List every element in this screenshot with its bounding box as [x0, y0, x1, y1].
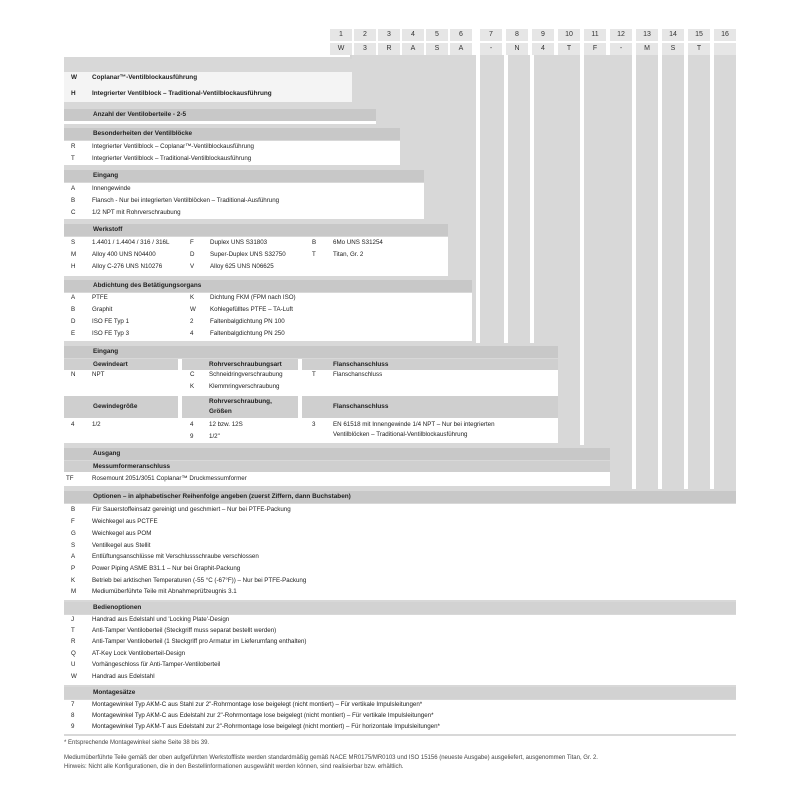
row-code: F [71, 518, 75, 525]
column-gap [710, 55, 714, 489]
row-code: M [71, 251, 77, 258]
row-code: R [71, 143, 76, 150]
ausgang-header: Ausgang [64, 448, 610, 460]
row-label: Klemmringverschraubung [209, 383, 280, 390]
row-label: Montagewinkel Typ AKM-C aus Stahl zur 2"-Rohrmontage lose beigelegt (nicht montiert) – Für vertikale Impulsleitungen* [92, 701, 423, 708]
row-code: 7 [71, 701, 75, 708]
row-code: 2 [190, 318, 194, 325]
column-gap [632, 55, 636, 489]
row-label: Rosemount 2051/3051 Coplanar™ Druckmessumformer [92, 475, 247, 482]
row-label: AT-Key Lock Ventiloberteil-Design [92, 650, 186, 657]
row-code: 3 [312, 421, 316, 428]
row-code: 4 [71, 421, 75, 428]
row-label: NPT [92, 371, 105, 378]
code-value: T [688, 43, 710, 55]
row-label: Weichkegel aus PCTFE [92, 518, 158, 525]
connector [424, 55, 448, 222]
eingang2-header: Eingang [64, 346, 558, 358]
code-position: 1 [330, 29, 352, 41]
connector [610, 55, 736, 490]
row-code: 4 [190, 330, 194, 337]
row-label: Ventilblöcken – Traditional-Ventilblockausführung [333, 431, 468, 438]
header-line: Größen [209, 408, 232, 415]
footnote: * Entsprechende Montagewinkel siehe Seite 38 bis 39. [64, 740, 210, 746]
row-code: N [71, 371, 76, 378]
row-code: D [71, 318, 76, 325]
row-code: B [71, 506, 76, 513]
code-value: T [558, 43, 580, 55]
row-code: 9 [190, 433, 194, 440]
row-label: Flansch - Nur bei integrierten Ventilblöcken – Traditional-Ausführung [92, 197, 280, 204]
row-label: Alloy 625 UNS N06625 [210, 263, 274, 270]
row-label: Mediumüberführte Teile mit Abnahmeprüfzeugnis 3.1 [92, 588, 237, 595]
besonderheiten-header: Besonderheiten der Ventilblöcke [64, 128, 400, 140]
column-gap [476, 55, 480, 343]
row-code: J [71, 616, 75, 623]
row-label: Betrieb bei arktischen Temperaturen (-55 °C (-67°F)) – Nur bei PTFE-Packung [92, 577, 307, 584]
connector [400, 55, 424, 169]
montagesaetze-header: Montagesätze [64, 687, 736, 699]
row-label: Ventilkegel aus Stellit [92, 542, 151, 549]
code-position: 3 [378, 29, 400, 41]
flanschanschluss-header-2: Flanschanschluss [302, 396, 558, 418]
row-code: B [71, 197, 76, 204]
row-code: C [190, 371, 195, 378]
row-label: Graphit [92, 306, 113, 313]
row-label: 6Mo UNS S31254 [333, 239, 383, 246]
optionen-header: Optionen – in alphabetischer Reihenfolge angeben (zuerst Ziffern, dann Buchstaben) [64, 491, 736, 503]
gewindegroesse-header: Gewindegröße [64, 396, 178, 418]
column-gap [530, 55, 534, 343]
row-code: S [71, 239, 76, 246]
code-position: 4 [402, 29, 424, 41]
row-label: 12 bzw. 12S [209, 421, 243, 428]
code-position: 10 [558, 29, 580, 41]
row-label: 1/2 [92, 421, 101, 428]
row-code: TF [66, 475, 74, 482]
row-label: ISO FE Typ 1 [92, 318, 130, 325]
connector [448, 55, 472, 277]
code-position: 7 [480, 29, 502, 41]
row-label: Faltenbalgdichtung PN 250 [210, 330, 285, 337]
code-value: - [480, 43, 502, 55]
footnote: Hinweis: Nicht alle Konfigurationen, die in den Bestellinformationen ausgewählt werden können, sind realisierbar bzw. erhältlich. [64, 764, 404, 770]
row-label: EN 61518 mit Innengewinde 1/4 NPT – Nur bei integrierten [333, 421, 495, 428]
row-code: S [71, 542, 76, 549]
row-label: Super-Duplex UNS S32750 [210, 251, 286, 258]
rohrverschraubungsart-header: Rohrverschraubungsart [182, 359, 298, 370]
row-code: H [71, 263, 76, 270]
row-label: Kohlegefülltes PTFE – TA-Luft [210, 306, 293, 313]
row-code: A [71, 553, 76, 560]
option-label: Integrierter Ventilblock – Traditional-Ventilblockausführung [92, 90, 272, 97]
row-code: E [71, 330, 76, 337]
row-label: PTFE [92, 294, 108, 301]
row-code: W [71, 673, 77, 680]
option-code: W [71, 74, 78, 81]
gewindeart-header: Gewindeart [64, 359, 178, 370]
row-label: Dichtung FKM (FPM nach ISO) [210, 294, 296, 301]
code-position: 12 [610, 29, 632, 41]
row-code: D [190, 251, 195, 258]
code-value: W [330, 43, 352, 55]
anzahl-header: Anzahl der Ventiloberteile - 2-5 [64, 109, 376, 121]
code-position: 8 [506, 29, 528, 41]
row-code: T [71, 155, 75, 162]
connector [472, 55, 556, 345]
code-value: S [426, 43, 448, 55]
row-label: Alloy C-276 UNS N10276 [92, 263, 163, 270]
code-value: 3 [354, 43, 376, 55]
connector [352, 55, 376, 105]
row-label: Faltenbalgdichtung PN 100 [210, 318, 285, 325]
code-position: 14 [662, 29, 684, 41]
code-value [714, 43, 736, 55]
code-position: 2 [354, 29, 376, 41]
messumformeranschluss-header: Messumformeranschluss [64, 461, 610, 472]
column-gap [504, 55, 508, 343]
column-gap [658, 55, 662, 489]
row-label: 1.4401 / 1.4404 / 316 / 316L [92, 239, 170, 246]
row-label: Handrad aus Edelstahl [92, 673, 155, 680]
code-position: 15 [688, 29, 710, 41]
row-code: K [190, 383, 195, 390]
row-code: P [71, 565, 76, 572]
row-label: Anti-Tamper Ventiloberteil (Steckgriff muss separat bestellt werden) [92, 627, 277, 634]
row-code: F [190, 239, 194, 246]
row-label: Schneidringverschraubung [209, 371, 283, 378]
row-label: Anti-Tamper Ventiloberteil (1 Steckgriff pro Armatur im Lieferumfang enthalten) [92, 638, 307, 645]
row-label: Entlüftungsanschlüsse mit Verschlussschraube verschlossen [92, 553, 259, 560]
row-label: Power Piping ASME B31.1 – Nur bei Graphit-Packung [92, 565, 241, 572]
row-code: A [71, 294, 76, 301]
code-position: 5 [426, 29, 448, 41]
code-position: 13 [636, 29, 658, 41]
row-label: Vorhängeschloss für Anti-Tamper-Ventiloberteil [92, 661, 221, 668]
code-value: R [378, 43, 400, 55]
row-label: ISO FE Typ 3 [92, 330, 130, 337]
column-gap [580, 55, 584, 445]
connector [376, 55, 400, 125]
rohrverschraubung-groessen-header [182, 396, 298, 418]
bedienoptionen-header: Bedienoptionen [64, 602, 736, 614]
row-code: 9 [71, 723, 75, 730]
row-code: T [312, 371, 316, 378]
abdichtung-header: Abdichtung des Betätigungsorgans [64, 280, 472, 292]
row-code: 4 [190, 421, 194, 428]
code-value: A [450, 43, 472, 55]
row-code: T [71, 627, 75, 634]
code-value: - [610, 43, 632, 55]
row-code: T [312, 251, 316, 258]
row-label: Handrad aus Edelstahl und 'Locking Plate'-Design [92, 616, 230, 623]
row-label: Innengewinde [92, 185, 131, 192]
row-code: A [71, 185, 76, 192]
footnote: Mediumüberführte Teile gemäß der oben aufgeführten Werkstoffliste werden standardmäßig gemäß NACE MR0175/MR0103 und ISO 15156 (neueste Ausgabe) ausgeliefert, ausgenommen Titan, Gr. 2. [64, 755, 598, 761]
code-position: 16 [714, 29, 736, 41]
row-code: C [71, 209, 76, 216]
code-position: 11 [584, 29, 606, 41]
flanschanschluss-header: Flanschanschluss [302, 359, 558, 370]
row-code: G [71, 530, 76, 537]
row-label: Weichkegel aus POM [92, 530, 152, 537]
column-gap [684, 55, 688, 489]
row-label: Alloy 400 UNS N04400 [92, 251, 156, 258]
row-code: W [190, 306, 196, 313]
code-position: 6 [450, 29, 472, 41]
row-code: B [312, 239, 317, 246]
row-code: K [71, 577, 76, 584]
option-code: H [71, 90, 76, 97]
row-code: K [190, 294, 195, 301]
code-value: S [662, 43, 684, 55]
code-value: F [584, 43, 606, 55]
row-label: 1/2" [209, 433, 220, 440]
row-label: Integrierter Ventilblock – Traditional-Ventilblockausführung [92, 155, 252, 162]
row-code: V [190, 263, 195, 270]
row-code: 8 [71, 712, 75, 719]
row-code: M [71, 588, 77, 595]
eingang-header: Eingang [64, 170, 424, 182]
werkstoff-header: Werkstoff [64, 224, 448, 236]
row-label: Montagewinkel Typ AKM-T aus Edelstahl zur 2"-Rohrmontage lose beigelegt (nicht montiert) – Für horizontale Impulsleitungen* [92, 723, 440, 730]
row-label: Montagewinkel Typ AKM-C aus Edelstahl zur 2"-Rohrmontage lose beigelegt (nicht montiert) – Für vertikale Impulsleitungen* [92, 712, 434, 719]
code-value: N [506, 43, 528, 55]
code-value: 4 [532, 43, 554, 55]
row-label: Für Sauerstoffeinsatz gereinigt und geschmiert – Nur bei PTFE-Packung [92, 506, 291, 513]
row-label: 1/2 NPT mit Rohrverschraubung [92, 209, 181, 216]
row-code: R [71, 638, 76, 645]
code-value: M [636, 43, 658, 55]
row-label: Flanschanschluss [333, 371, 383, 378]
row-code: B [71, 306, 76, 313]
row-label: Titan, Gr. 2 [333, 251, 364, 258]
row-code: U [71, 661, 76, 668]
row-label: Duplex UNS S31803 [210, 239, 268, 246]
header-line: Rohrverschraubung, [209, 398, 272, 405]
code-value: A [402, 43, 424, 55]
option-label: Coplanar™-Ventilblockausführung [92, 74, 198, 81]
row-label: Integrierter Ventilblock – Coplanar™-Ventilblockausführung [92, 143, 254, 150]
row-code: Q [71, 650, 76, 657]
code-position: 9 [532, 29, 554, 41]
